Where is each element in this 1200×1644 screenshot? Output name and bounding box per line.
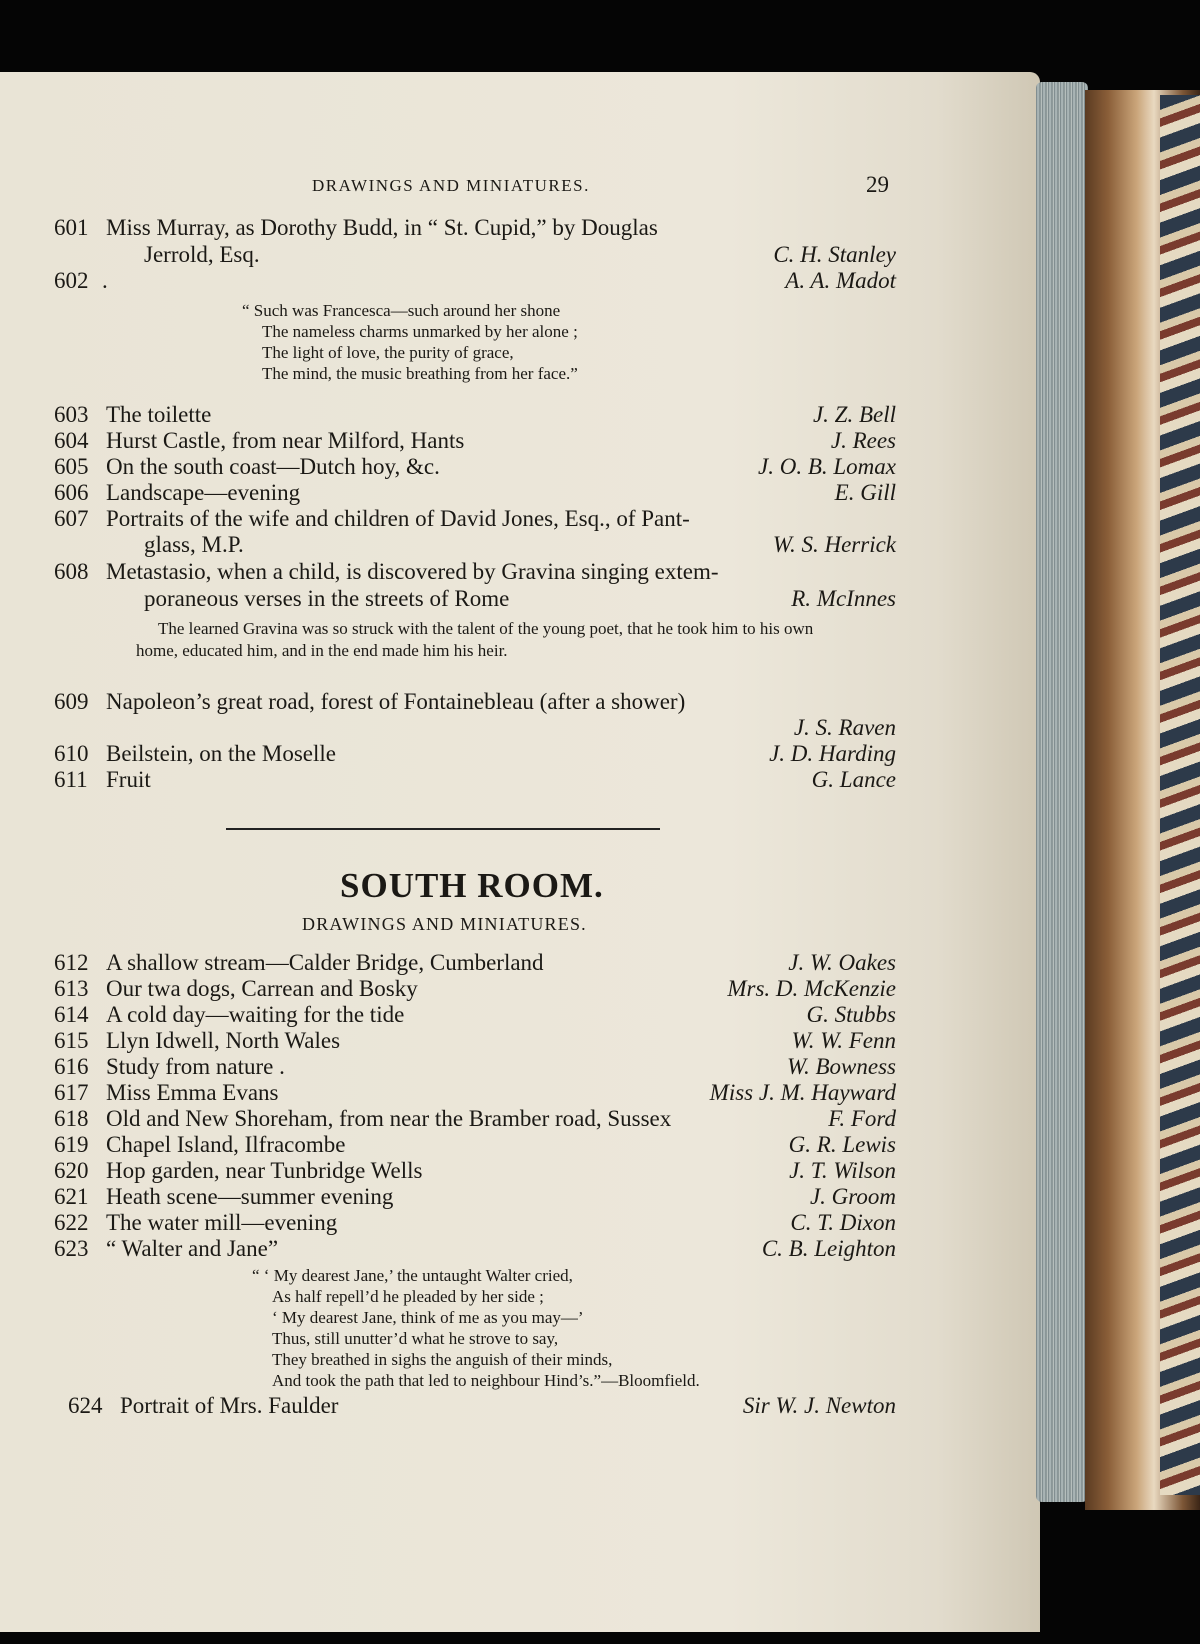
verse-line: The mind, the music breathing from her face.” (262, 364, 578, 383)
catalogue-entry (54, 1131, 896, 1159)
entry-artist: F. Ford (828, 1106, 896, 1131)
entry-title: Fruit (106, 767, 151, 792)
entry-number: 620 (54, 1158, 89, 1183)
catalogue-entry (54, 1079, 896, 1107)
entry-title: Hop garden, near Tunbridge Wells (106, 1158, 423, 1183)
entry-title: Metastasio, when a child, is discovered by Gravina singing extem- (106, 559, 719, 584)
entry-artist: J. D. Harding (769, 741, 896, 766)
entry-title: “ Walter and Jane” (106, 1236, 279, 1261)
entry-title: Jerrold, Esq. (144, 242, 260, 267)
entry-title: Study from nature . (106, 1054, 285, 1079)
catalogue-entry (54, 949, 896, 977)
entry-title: Portrait of Mrs. Faulder (120, 1393, 339, 1418)
entry-title: A shallow stream—Calder Bridge, Cumberland (106, 950, 544, 975)
catalogue-entry (54, 427, 896, 455)
entry-artist: J. S. Raven (793, 715, 896, 740)
entry-number: 602 (54, 268, 89, 293)
entry-number: 613 (54, 976, 89, 1001)
verse-line: The nameless charms unmarked by her alone ; (262, 322, 578, 341)
entry-number: 601 (54, 215, 89, 240)
verse-line: ‘ My dearest Jane, think of me as you may—’ (272, 1308, 584, 1327)
catalogue-entry (54, 740, 896, 768)
entry-number: 616 (54, 1054, 89, 1079)
entry-artist: J. Groom (809, 1184, 896, 1209)
entry-artist: J. Z. Bell (812, 402, 896, 427)
catalogue-entry (54, 558, 896, 586)
entry-number: 606 (54, 480, 89, 505)
catalogue-entry (54, 1053, 896, 1081)
entry-artist: W. S. Herrick (772, 532, 896, 557)
entry-artist: J. W. Oakes (788, 950, 896, 975)
catalogue-entry (54, 1157, 896, 1185)
entry-number: 610 (54, 741, 89, 766)
entry-title: Miss Emma Evans (106, 1080, 279, 1105)
entry-title: The toilette (106, 402, 212, 427)
entry-title: Our twa dogs, Carrean and Bosky (106, 976, 418, 1001)
entry-title: Landscape—evening (106, 480, 301, 505)
entry-title: Old and New Shoreham, from near the Bramber road, Sussex (106, 1106, 672, 1131)
page-edges (1036, 82, 1088, 1502)
entry-number: 621 (54, 1184, 89, 1209)
entry-title: Heath scene—summer evening (106, 1184, 394, 1209)
entry-artist: E. Gill (834, 480, 896, 505)
entry-number: 615 (54, 1028, 89, 1053)
running-header: DRAWINGS AND MINIATURES. (312, 176, 590, 195)
entry-number: 609 (54, 689, 89, 714)
entry-title: Beilstein, on the Moselle (106, 741, 336, 766)
entry-number: 604 (54, 428, 89, 453)
catalogue-entry (54, 1001, 896, 1029)
entry-title: The water mill—evening (106, 1210, 338, 1235)
marbled-board (1160, 95, 1200, 1495)
verse-line: They breathed in sighs the anguish of their minds, (272, 1350, 613, 1369)
entry-artist: A. A. Madot (785, 268, 896, 293)
catalogue-entry (54, 267, 896, 295)
verse-line: And took the path that led to neighbour Hind’s.”—Bloomfield. (272, 1371, 700, 1390)
entry-title: glass, M.P. (144, 532, 244, 557)
entry-number: 608 (54, 559, 89, 584)
catalogue-entry (54, 1105, 896, 1133)
catalogue-entry (54, 585, 896, 613)
catalogue-entry (68, 1392, 896, 1420)
entry-number: 605 (54, 454, 89, 479)
entry-title: Napoleon’s great road, forest of Fontainebleau (after a shower) (106, 689, 686, 714)
entry-number: 614 (54, 1002, 89, 1027)
catalogue-entry (54, 1027, 896, 1055)
entry-number: 622 (54, 1210, 89, 1235)
verse-line: “ Such was Francesca—such around her shone (242, 301, 561, 320)
entry-artist: Mrs. D. McKenzie (727, 976, 896, 1001)
catalogue-entry (54, 531, 896, 559)
entry-number: 612 (54, 950, 89, 975)
entry-artist: G. Stubbs (806, 1002, 896, 1027)
entry-number: 618 (54, 1106, 89, 1131)
catalogue-entry (54, 1235, 896, 1263)
catalogue-entry (54, 975, 896, 1003)
entry-title: poraneous verses in the streets of Rome (144, 586, 510, 611)
entry-artist: G. R. Lewis (788, 1132, 896, 1157)
entry-artist: C. T. Dixon (790, 1210, 896, 1235)
catalogue-entry (54, 1183, 896, 1211)
entry-artist: J. Rees (830, 428, 896, 453)
entry-title: . (102, 268, 108, 293)
entry-artist: R. McInnes (791, 586, 896, 611)
entry-artist: G. Lance (811, 767, 896, 792)
entry-number: 619 (54, 1132, 89, 1157)
entry-artist: Miss J. M. Hayward (709, 1080, 896, 1105)
entry-artist: W. W. Fenn (791, 1028, 896, 1053)
note-text: The learned Gravina was so struck with the talent of the young poet, that he took him to his own home, educated him, and in the end made him his heir. (136, 619, 814, 660)
entry-title: A cold day—waiting for the tide (106, 1002, 405, 1027)
entry-number: 624 (68, 1393, 103, 1418)
entry-artist: J. T. Wilson (789, 1158, 896, 1183)
entry-title: Llyn Idwell, North Wales (106, 1028, 341, 1053)
catalogue-entry (54, 479, 896, 507)
entry-artist: W. Bowness (786, 1054, 896, 1079)
entry-note (136, 618, 826, 661)
entry-number: 611 (54, 767, 88, 792)
entry-title: Chapel Island, Ilfracombe (106, 1132, 346, 1157)
entry-artist: C. H. Stanley (773, 242, 896, 267)
section-divider (226, 828, 660, 830)
entry-title: Miss Murray, as Dorothy Budd, in “ St. Cupid,” by Douglas (106, 215, 658, 240)
catalogue-entry (54, 214, 896, 242)
entry-number: 603 (54, 402, 89, 427)
entry-artist: C. B. Leighton (761, 1236, 896, 1261)
verse-line: As half repell’d he pleaded by her side ; (272, 1287, 544, 1306)
verse-line: The light of love, the purity of grace, (262, 343, 514, 362)
section-title: SOUTH ROOM. (340, 866, 604, 905)
verse-line: “ ‘ My dearest Jane,’ the untaught Walter cried, (252, 1266, 573, 1285)
entry-artist: Sir W. J. Newton (742, 1393, 896, 1418)
catalogue-entry (54, 688, 896, 716)
entry-title: Portraits of the wife and children of David Jones, Esq., of Pant- (106, 506, 690, 531)
entry-number: 607 (54, 506, 89, 531)
catalogue-entry (54, 714, 896, 742)
verse-line: Thus, still unutter’d what he strove to say, (272, 1329, 559, 1348)
entry-title: Hurst Castle, from near Milford, Hants (106, 428, 465, 453)
catalogue-entry (54, 505, 896, 533)
entry-artist: J. O. B. Lomax (758, 454, 896, 479)
page-number: 29 (866, 172, 889, 197)
entry-title: On the south coast—Dutch hoy, &c. (106, 454, 440, 479)
catalogue-entry (54, 1209, 896, 1237)
catalogue-entry (54, 401, 896, 429)
section-subtitle: DRAWINGS AND MINIATURES. (302, 914, 587, 934)
entry-number: 623 (54, 1236, 89, 1261)
catalogue-entry (54, 453, 896, 481)
catalogue-entry (54, 766, 896, 794)
catalogue-entry (54, 241, 896, 269)
entry-number: 617 (54, 1080, 89, 1105)
